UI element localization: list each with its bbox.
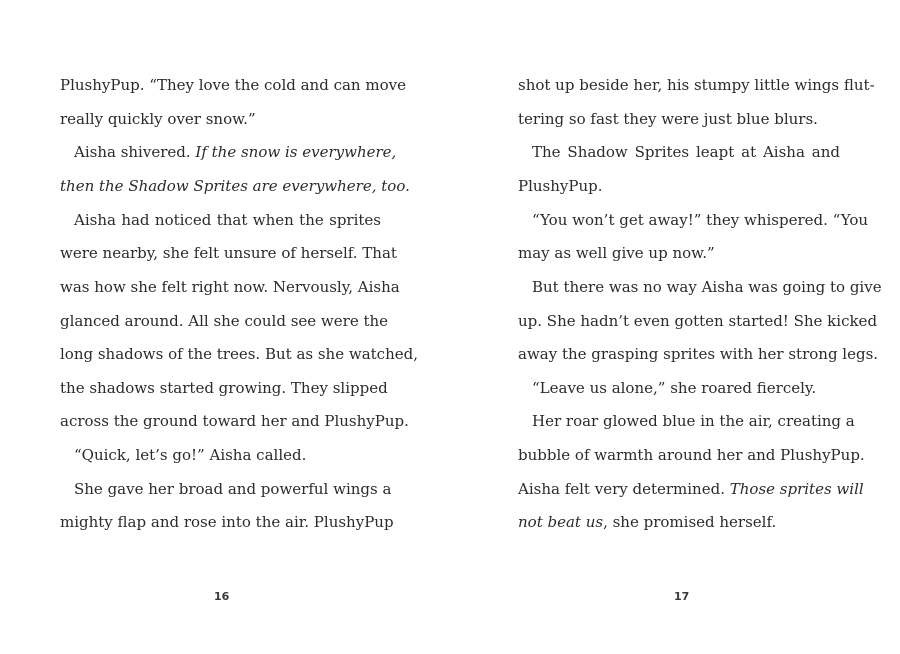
text-run: glanced around. All she could see were the — [60, 312, 389, 330]
italic-text-run: not beat us — [518, 513, 604, 531]
text-run: may as well give up now.” — [518, 244, 715, 262]
text-run: Aisha felt very determined. — [518, 480, 730, 498]
text-line — [60, 75, 406, 95]
text-run: Aisha shivered. — [74, 143, 196, 161]
text-run: were nearby, she felt unsure of herself. That — [60, 244, 397, 262]
text-line — [518, 109, 840, 129]
text-line — [60, 176, 410, 196]
text-run: bubble of warmth around her and PlushyPup. — [518, 446, 865, 464]
text-run: the shadows started growing. They slipped — [60, 379, 388, 397]
page-number: 17 — [674, 590, 690, 603]
text-run: Her roar glowed blue in the air, creating a — [532, 412, 855, 430]
text-run: “Leave us alone,” she roared fiercely. — [532, 379, 817, 397]
text-line — [518, 210, 869, 230]
text-line — [60, 445, 381, 465]
text-run: Aisha had noticed that when the sprites — [74, 211, 381, 229]
text-line — [518, 75, 875, 95]
italic-text-run: Those sprites will — [729, 480, 864, 498]
text-run: PlushyPup. “They love the cold and can move — [60, 76, 406, 94]
text-line — [518, 176, 840, 196]
text-line — [518, 311, 878, 331]
text-line — [60, 243, 397, 263]
text-run: But there was no way Aisha was going to give — [532, 278, 882, 296]
text-run: , she promised herself. — [603, 513, 777, 531]
text-run: The Shadow Sprites leapt at Aisha and — [532, 143, 840, 161]
text-line — [60, 411, 409, 431]
text-line — [60, 142, 397, 162]
text-line — [60, 378, 388, 398]
text-line — [60, 344, 418, 364]
text-line — [60, 277, 400, 297]
italic-text-run: If the snow is everywhere, — [195, 143, 397, 161]
text-line — [518, 344, 879, 364]
text-run: across the ground toward her and PlushyPup. — [60, 412, 409, 430]
text-run: up. She hadn’t even gotten started! She kicked — [518, 312, 878, 330]
text-run: “Quick, let’s go!” Aisha called. — [74, 446, 307, 464]
text-line — [60, 479, 392, 499]
text-run: was how she felt right now. Nervously, Aisha — [60, 278, 400, 296]
text-run: away the grasping sprites with her strong legs. — [518, 345, 879, 363]
text-run: long shadows of the trees. But as she watched, — [60, 345, 418, 363]
text-line — [518, 445, 865, 465]
text-line — [518, 277, 882, 297]
text-line — [60, 210, 381, 230]
text-line — [60, 512, 394, 532]
text-line — [518, 512, 840, 532]
text-line — [60, 109, 381, 129]
italic-text-run: then the Shadow Sprites are everywhere, too. — [60, 177, 410, 195]
text-run: mighty flap and rose into the air. PlushyPup — [60, 513, 394, 531]
text-line — [518, 411, 855, 431]
text-line — [518, 479, 864, 499]
text-run: really quickly over snow.” — [60, 110, 256, 128]
text-line — [518, 243, 840, 263]
text-run: She gave her broad and powerful wings a — [74, 480, 392, 498]
text-run: PlushyPup. — [518, 177, 603, 195]
text-line — [518, 378, 840, 398]
text-run: tering so fast they were just blue blurs. — [518, 110, 818, 128]
text-run: shot up beside her, his stumpy little wings flut- — [518, 76, 875, 94]
right-page — [450, 0, 900, 654]
text-run: “You won’t get away!” they whispered. “You — [532, 211, 869, 229]
text-line — [60, 311, 389, 331]
page-number: 16 — [214, 590, 230, 603]
text-line — [518, 142, 840, 162]
